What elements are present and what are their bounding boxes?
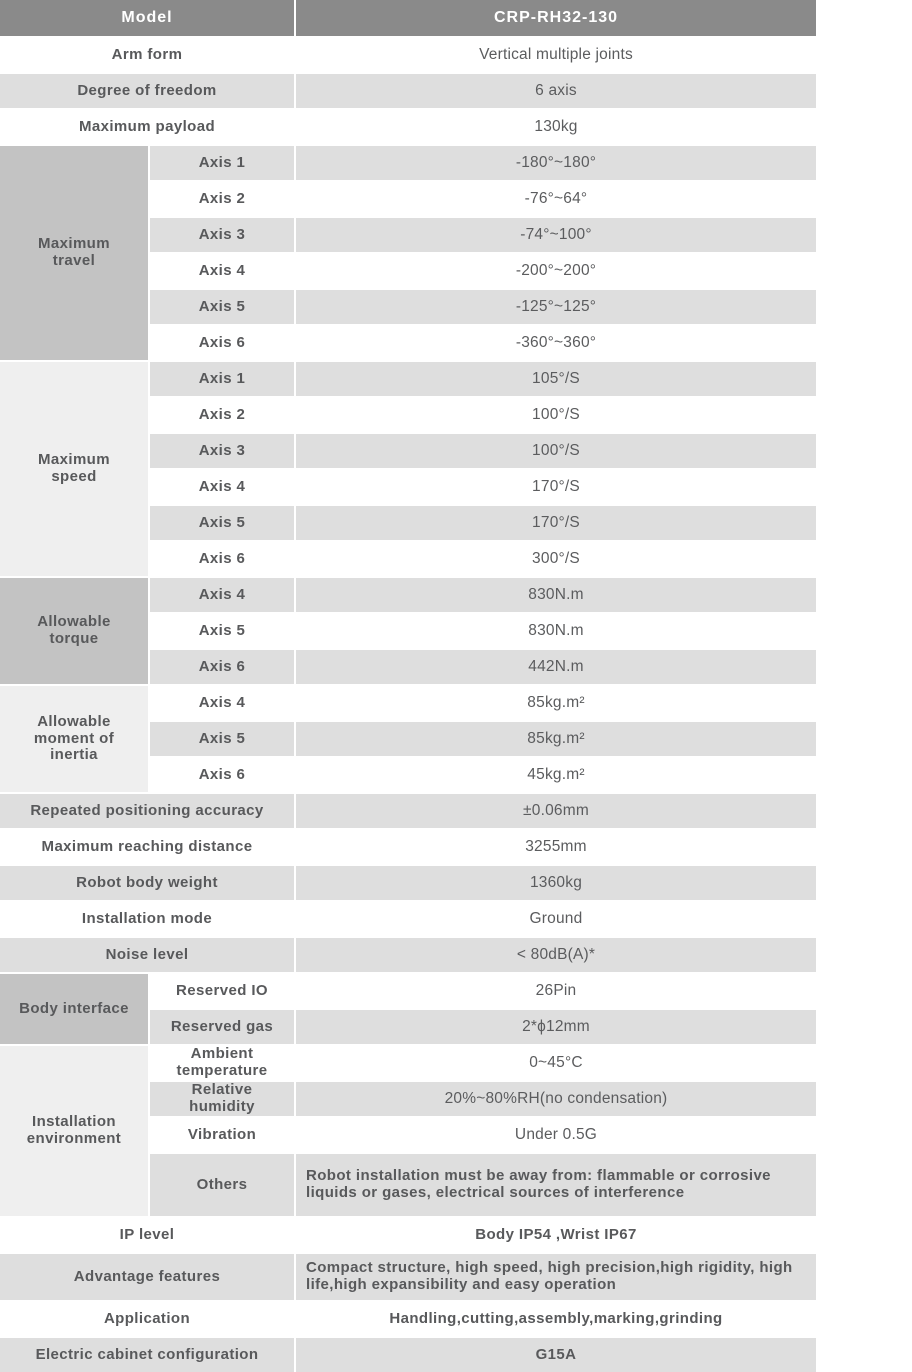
vibration-value: Under 0.5G xyxy=(296,1118,816,1152)
row-advantage-features xyxy=(0,1254,816,1300)
group-installation-environment xyxy=(0,1046,816,1216)
maximum-payload-label: Maximum payload xyxy=(0,110,294,144)
electric-cabinet-configuration-label: Electric cabinet configuration xyxy=(0,1338,294,1372)
reserved-gas-value: 2*ϕ12mm xyxy=(296,1010,816,1044)
axis-6-label: Axis 6 xyxy=(150,326,294,360)
application-value: Handling,cutting,assembly,marking,grinding xyxy=(296,1302,816,1336)
table-row xyxy=(150,146,816,180)
reserved-io-label: Reserved IO xyxy=(150,974,294,1008)
axis-4-value: -200°~200° xyxy=(296,254,816,288)
row-installation-mode xyxy=(0,902,816,936)
table-row xyxy=(150,290,816,324)
axis-3-value: -74°~100° xyxy=(296,218,816,252)
axis-5-value: -125°~125° xyxy=(296,290,816,324)
table-row xyxy=(150,218,816,252)
group-allowable-moment-of-inertia xyxy=(0,686,816,792)
axis-5-value: 85kg.m² xyxy=(296,722,816,756)
table-row xyxy=(150,326,816,360)
model-label: Model xyxy=(0,0,294,36)
row-arm-form xyxy=(0,38,816,72)
row-maximum-reaching-distance xyxy=(0,830,816,864)
vibration-label: Vibration xyxy=(150,1118,294,1152)
axis-4-label: Axis 4 xyxy=(150,254,294,288)
axis-1-label: Axis 1 xyxy=(150,146,294,180)
axis-1-value: -180°~180° xyxy=(296,146,816,180)
group-allowable-torque xyxy=(0,578,816,684)
axis-4-value: 170°/S xyxy=(296,470,816,504)
axis-4-value: 85kg.m² xyxy=(296,686,816,720)
axis-3-label: Axis 3 xyxy=(150,218,294,252)
table-row xyxy=(150,1046,816,1080)
table-row xyxy=(150,758,816,792)
axis-6-value: 45kg.m² xyxy=(296,758,816,792)
reserved-io-value: 26Pin xyxy=(296,974,816,1008)
axis-1-value: 105°/S xyxy=(296,362,816,396)
noise-level-label: Noise level xyxy=(0,938,294,972)
installation-mode-label: Installation mode xyxy=(0,902,294,936)
axis-2-label: Axis 2 xyxy=(150,182,294,216)
table-row xyxy=(150,722,816,756)
installation-environment-title: Installation environment xyxy=(0,1046,148,1216)
model-value: CRP-RH32-130 xyxy=(296,0,816,36)
robot-body-weight-value: 1360kg xyxy=(296,866,816,900)
axis-3-label: Axis 3 xyxy=(150,434,294,468)
ambient-temperature-value: 0~45°C xyxy=(296,1046,816,1080)
axis-2-label: Axis 2 xyxy=(150,398,294,432)
axis-6-label: Axis 6 xyxy=(150,758,294,792)
row-degree-of-freedom xyxy=(0,74,816,108)
table-row xyxy=(150,398,816,432)
axis-3-value: 100°/S xyxy=(296,434,816,468)
maximum-payload-value: 130kg xyxy=(296,110,816,144)
maximum-travel-title: Maximum travel xyxy=(0,146,148,360)
axis-5-label: Axis 5 xyxy=(150,722,294,756)
degree-of-freedom-label: Degree of freedom xyxy=(0,74,294,108)
advantage-features-label: Advantage features xyxy=(0,1254,294,1300)
table-row xyxy=(150,578,816,612)
axis-5-value: 830N.m xyxy=(296,614,816,648)
row-maximum-payload xyxy=(0,110,816,144)
installation-mode-value: Ground xyxy=(296,902,816,936)
allowable-torque-title: Allowable torque xyxy=(0,578,148,684)
axis-5-value: 170°/S xyxy=(296,506,816,540)
body-interface-title: Body interface xyxy=(0,974,148,1044)
axis-6-value: 300°/S xyxy=(296,542,816,576)
table-row xyxy=(150,614,816,648)
axis-5-label: Axis 5 xyxy=(150,614,294,648)
axis-4-label: Axis 4 xyxy=(150,686,294,720)
reserved-gas-label: Reserved gas xyxy=(150,1010,294,1044)
row-ip-level xyxy=(0,1218,816,1252)
group-maximum-speed xyxy=(0,362,816,576)
header-row xyxy=(0,0,816,36)
table-row xyxy=(150,542,816,576)
axis-2-value: -76°~64° xyxy=(296,182,816,216)
maximum-reaching-distance-value: 3255mm xyxy=(296,830,816,864)
table-row xyxy=(150,686,816,720)
application-label: Application xyxy=(0,1302,294,1336)
group-body-interface xyxy=(0,974,816,1044)
row-noise-level xyxy=(0,938,816,972)
table-row xyxy=(150,182,816,216)
others-value: Robot installation must be away from: flammable or corrosive liquids or gases, electrical sources of interference xyxy=(296,1154,816,1216)
table-row xyxy=(150,650,816,684)
table-row xyxy=(150,1118,816,1152)
axis-6-label: Axis 6 xyxy=(150,542,294,576)
axis-4-value: 830N.m xyxy=(296,578,816,612)
others-label: Others xyxy=(150,1154,294,1216)
axis-5-label: Axis 5 xyxy=(150,290,294,324)
repeated-positioning-accuracy-value: ±0.06mm xyxy=(296,794,816,828)
axis-1-label: Axis 1 xyxy=(150,362,294,396)
ip-level-value: Body IP54 ,Wrist IP67 xyxy=(296,1218,816,1252)
advantage-features-value: Compact structure, high speed, high precision,high rigidity, high life,high expansibility and easy operation xyxy=(296,1254,816,1300)
arm-form-label: Arm form xyxy=(0,38,294,72)
axis-2-value: 100°/S xyxy=(296,398,816,432)
electric-cabinet-configuration-value: G15A xyxy=(296,1338,816,1372)
allowable-moment-of-inertia-title: Allowable moment of inertia xyxy=(0,686,148,792)
ip-level-label: IP level xyxy=(0,1218,294,1252)
relative-humidity-value: 20%~80%RH(no condensation) xyxy=(296,1082,816,1116)
axis-4-label: Axis 4 xyxy=(150,578,294,612)
table-row xyxy=(150,1010,816,1044)
table-row xyxy=(150,362,816,396)
table-row xyxy=(150,506,816,540)
maximum-reaching-distance-label: Maximum reaching distance xyxy=(0,830,294,864)
table-row xyxy=(150,1154,816,1216)
repeated-positioning-accuracy-label: Repeated positioning accuracy xyxy=(0,794,294,828)
axis-6-value: -360°~360° xyxy=(296,326,816,360)
ambient-temperature-label: Ambient temperature xyxy=(150,1046,294,1080)
maximum-speed-title: Maximum speed xyxy=(0,362,148,576)
robot-body-weight-label: Robot body weight xyxy=(0,866,294,900)
axis-6-label: Axis 6 xyxy=(150,650,294,684)
row-electric-cabinet-configuration xyxy=(0,1338,816,1372)
row-repeated-positioning-accuracy xyxy=(0,794,816,828)
group-maximum-travel xyxy=(0,146,816,360)
row-robot-body-weight xyxy=(0,866,816,900)
axis-4-label: Axis 4 xyxy=(150,470,294,504)
axis-5-label: Axis 5 xyxy=(150,506,294,540)
table-row xyxy=(150,974,816,1008)
table-row xyxy=(150,434,816,468)
axis-6-value: 442N.m xyxy=(296,650,816,684)
arm-form-value: Vertical multiple joints xyxy=(296,38,816,72)
table-row xyxy=(150,254,816,288)
degree-of-freedom-value: 6 axis xyxy=(296,74,816,108)
relative-humidity-label: Relative humidity xyxy=(150,1082,294,1116)
noise-level-value: < 80dB(A)* xyxy=(296,938,816,972)
table-row xyxy=(150,1082,816,1116)
row-application xyxy=(0,1302,816,1336)
table-row xyxy=(150,470,816,504)
